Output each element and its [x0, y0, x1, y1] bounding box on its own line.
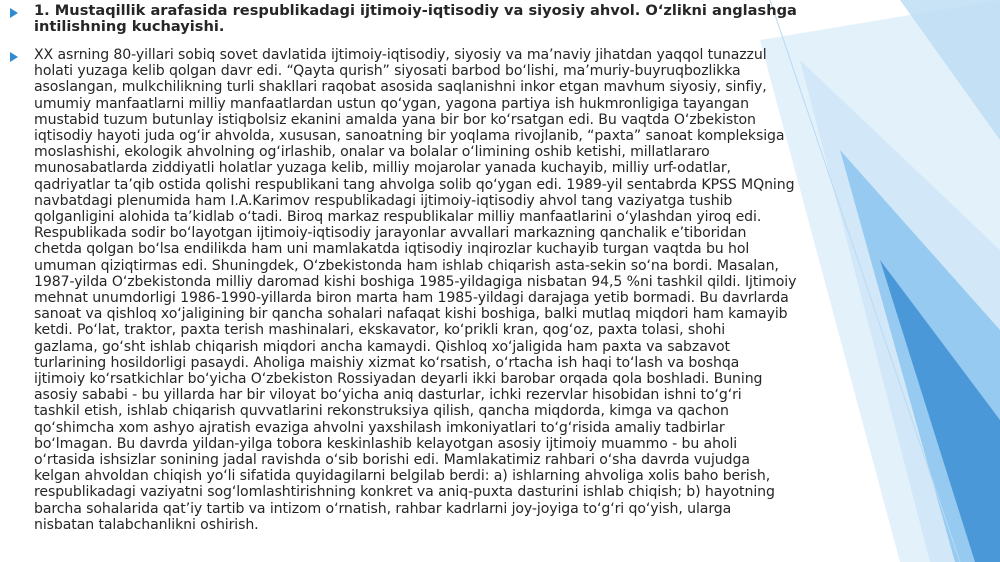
slide-heading: 1. Mustaqillik arafasida respublikadagi ijtimoiy-iqtisodiy va siyosiy ahvol. O‘zlikni anglashga intilishning kuchayishi.	[34, 2, 797, 35]
body-bullet-row	[10, 47, 800, 533]
bullet-arrow-icon	[10, 52, 18, 62]
bullet-arrow-icon	[10, 8, 18, 18]
heading-bullet-row	[10, 3, 800, 35]
slide-content	[10, 3, 800, 533]
body-paragraph: XX asrning 80-yillari sobiq sovet davlatida ijtimoiy-iqtisodiy, siyosiy va ma’naviy jihatdan yaqqol tunazzul holati yuzaga kelib qolgan davr edi. “Qayta qurish” siyosati barbod bo‘lishi, ma’muriy-buyruqbozlikka asoslangan, mulkchilikning turli shakllari raqobat asosida saqlanishni inkor etgan mavhum siyosiy, sinfiy, umumiy manfaatlarni milliy manfaatlardan ustun qo‘ygan, yagona partiya ish hukmronligiga tayangan mustabid tuzum butunlay istiqbolsiz ekanini amalda yana bir bor ko‘rsatgan edi. Bu vaqtda O‘zbekiston iqtisodiy hayoti juda og‘ir ahvolda, xususan, sanoatning bir yoqlama rivojlanib, “paxta” sanoat kompleksiga moslashishi, ekologik ahvolning og‘irlashib, onalar va bolalar o‘limining oshib ketishi, millatlararo munosabatlarda ziddiyatli holatlar yuzaga kelib, milliy mojarolar yanada kuchayib, milliy urf-odatlar, qadriyatlar ta’qib ostida qolishi respublikani tang ahvolga solib qo‘ygan edi. 1989-yil sentabrda KPSS MQning navbatdagi plenumida ham I.A.Karimov respublikadagi ijtimoiy-iqtisodiy ahvol tang vaziyatga tushib qolganligini alohida ta’kidlab o‘tadi. Biroq markaz respublikalar milliy manfaatlarini o‘ylashdan yiroq edi. Respublikada sodir bo‘layotgan ijtimoiy-iqtisodiy jarayonlar avvallari markazning qanchalik e’tiboridan chetda qolgan bo‘lsa endilikda ham uni mamlakatda iqtisodiy inqirozlar kuchayib turgan vaqtda bu hol umuman qiziqtirmas edi. Shuningdek, O‘zbekistonda ham ishlab chiqarish asta-sekin so‘na bordi. Masalan, 1987-yilda O‘zbekistonda milliy daromad kishi boshiga 1985-yildagiga nisbatan 94,5 %ni tashkil qildi. Ijtimoiy mehnat unumdorligi 1986-1990-yillarda biron marta ham 1985-yildagi darajaga yetib bormadi. Bu davrlarda sanoat va qishloq xo‘jaligining bir qancha sohalari nafaqat kishi boshiga, balki mutlaq miqdori ham kamayib ketdi. Po‘lat, traktor, paxta terish mashinalari, ekskavator, ko‘prikli kran, qog‘oz, paxta tolasi, shohi gazlama, go‘sht ishlab chiqarish miqdori ancha kamaydi. Qishloq xo‘jaligida ham paxta va sabzavot turlarining hosildorligi pasaydi. Aholiga maishiy xizmat ko‘rsatish, o‘rtacha ish haqi to‘lash va boshqa ijtimoiy ko‘rsatkichlar bo‘yicha O‘zbekiston Rossiyadan deyarli ikki barobar orqada qola boshladi. Buning asosiy sababi - bu yillarda har bir viloyat bo‘yicha aniq dasturlar, ichki rezervlar hisobidan ishni to‘g‘ri tashkil etish, ishlab chiqarish quvvatlarini rekonstruksiya qilish, qancha miqdorda, kimga va qachon qo‘shimcha xom ashyo ajratish evaziga ahvolni yaxshilash imkoniyatlari to‘g‘risida amaliy tadbirlar bo‘lmagan. Bu davrda yildan-yilga tobora keskinlashib kelayotgan asosiy ijtimoiy muammo - bu aholi o‘rtasida ishsizlar sonining jadal ravishda o‘sib borishi edi. Mamlakatimiz rahbari o‘sha davrda vujudga kelgan ahvoldan chiqish yo‘li sifatida quyidagilarni belgilab berdi: a) ishlarning ahvoliga xolis baho berish, respublikadagi vaziyatni sog‘lomlashtirishning konkret va aniq-puxta dasturini ishlab chiqish; b) hayotning barcha sohalarida qat’iy tartib va intizom o‘rnatish, rahbar kadrlarni joy-joyiga to‘g‘ri qo‘yish, ularga nisbatan talabchanlikni oshirish.	[34, 47, 797, 533]
